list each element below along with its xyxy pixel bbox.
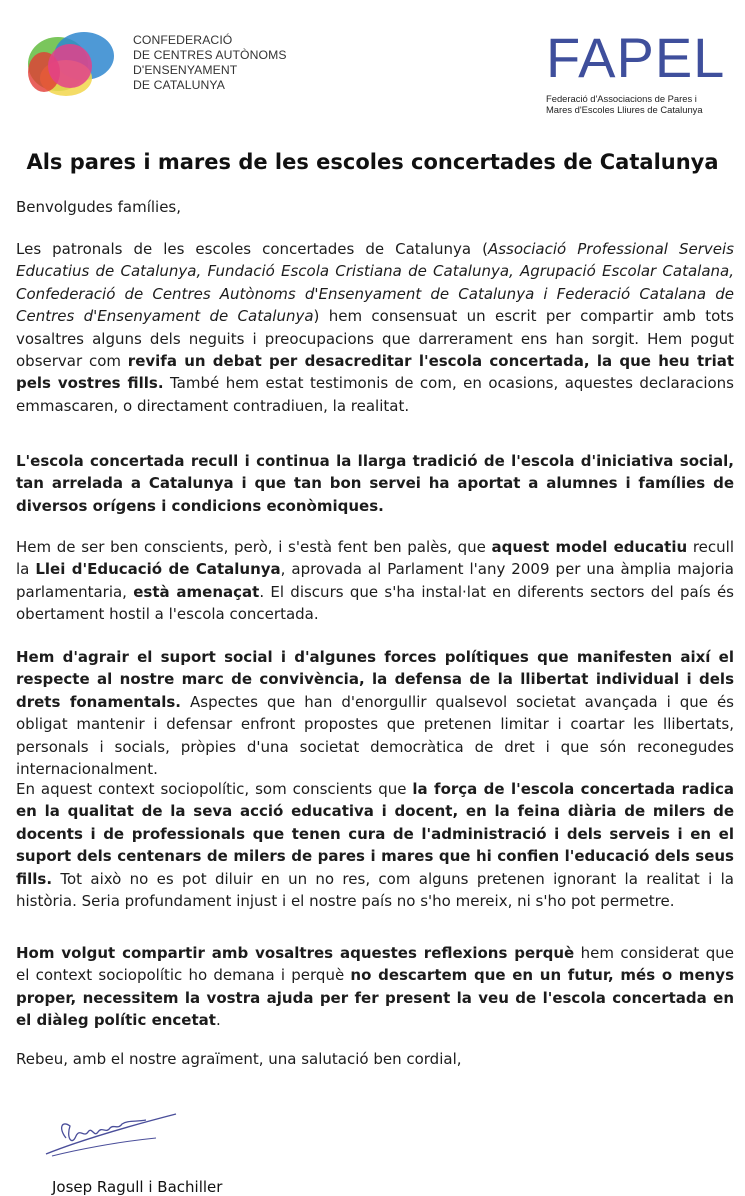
p3-text: recull la bbox=[16, 538, 734, 579]
p3-text: . El discurs que s'ha instal·lat en diferents sectors del país és obertament hostil a l'escola concertada. bbox=[16, 582, 734, 624]
letter-title: Als pares i mares de les escoles concertades de Catalunya bbox=[26, 150, 719, 174]
p6-text: . bbox=[215, 1011, 221, 1030]
ccae-organization-name bbox=[133, 33, 287, 93]
p1-text: ) hem consensuat un escrit per compartir amb tots vosaltres alguns dels neguits i preocupacions que darrerament ens han sorgit. Hem pogut observar com bbox=[16, 307, 734, 371]
paragraph-4 bbox=[16, 646, 734, 780]
fapel-subtitle bbox=[546, 94, 703, 115]
signer-name: Josep Ragull i Bachiller bbox=[52, 1178, 223, 1196]
signature-icon bbox=[36, 1098, 186, 1168]
ccae-line: DE CATALUNYA bbox=[133, 78, 225, 92]
paragraph-2: L'escola concertada recull i continua la llarga tradició de l'escola d'iniciativa social, tan arrelada a Catalunya i que tan bon servei ha aportat a alumnes i famílies de diversos orígens i condicions econòmiques. bbox=[16, 452, 734, 515]
p4-bold: Hem d'agrair el suport social i d'algunes forces polítiques que manifesten així el respecte al nostre marc de convivència, la defensa de la llibertat individual i dels drets fonamentals. bbox=[16, 648, 734, 711]
p5-text: Tot això no es pot diluir en un no res, com alguns pretenen ignorant la realitat i la història. Seria profundament injust i el nostre país no s'ho mereix, ni s'ho pot permetre. bbox=[16, 869, 734, 911]
ccae-line: CONFEDERACIÓ bbox=[133, 33, 233, 47]
paragraph-3 bbox=[16, 536, 734, 626]
paragraph-6 bbox=[16, 942, 734, 1032]
greeting: Benvolgudes famílies, bbox=[16, 198, 182, 216]
p6-text: hem considerat que el context sociopolític ho demana i perquè bbox=[16, 944, 735, 985]
ccae-line: D'ENSENYAMENT bbox=[133, 63, 238, 77]
fapel-logo: FAPEL bbox=[546, 26, 726, 89]
p1-bold: revifa un debat per desacreditar l'escola concertada, la que heu triat pels vostres fills. bbox=[16, 352, 735, 393]
ccae-logo-icon bbox=[22, 26, 130, 98]
fapel-subtitle-line: Mares d'Escoles Lliures de Catalunya bbox=[546, 103, 703, 115]
p3-text: , aprovada al Parlament l'any 2009 per una àmplia majoria parlamentaria, bbox=[16, 560, 734, 601]
p3-bold: aquest model educatiu bbox=[491, 538, 688, 556]
p1-text: També hem estat testimonis de com, en ocasions, aquestes declaracions emmascaren, o directament contradiuen, la realitat. bbox=[16, 374, 734, 415]
p3-bold: està amenaçat bbox=[133, 582, 260, 601]
p1-text: Les patronals de les escoles concertades de Catalunya ( bbox=[16, 240, 488, 258]
paragraph-5 bbox=[16, 778, 734, 912]
p3-text: Hem de ser ben conscients, però, i s'està fent ben palès, que bbox=[16, 538, 492, 556]
closing-line: Rebeu, amb el nostre agraïment, una salutació ben cordial, bbox=[16, 1050, 462, 1068]
p6-bold: no descartem que en un futur, més o menys proper, necessitem la vostra ajuda per fer present la veu de l'escola concertada en el diàleg polític encetat bbox=[16, 966, 734, 1030]
p4-text: Aspectes que han d'enorgullir qualsevol societat avançada i que és obligat mantenir i defensar enfront propostes que pretenen limitar i coartar les llibertats, personals i socials, pròpies d'una societat democràtica de dret i que són reconegudes internacionalment. bbox=[16, 692, 734, 779]
p5-bold: la força de l'escola concertada radica en la qualitat de la seva acció educativa i docent, en la feina diària de milers de docents i de professionals que tenen cura de l'administració i dels serveis i en el suport dels centenars de milers de pares i mares que hi confien l'educació dels seus fills. bbox=[16, 780, 734, 888]
paragraph-1 bbox=[16, 238, 734, 417]
p1-italic: Associació Professional Serveis Educatius de Catalunya, Fundació Escola Cristiana de Catalunya, Agrupació Escolar Catalana, Confederació de Centres Autònoms d'Ensenyament de Catalunya i Federació Catalana de Centres d'Ensenyament de Catalunya bbox=[16, 240, 734, 326]
p6-bold: Hom volgut compartir amb vosaltres aquestes reflexions perquè bbox=[16, 944, 575, 962]
p3-bold: Llei d'Educació de Catalunya bbox=[35, 560, 281, 579]
fapel-subtitle-line: Federació d'Associacions de Pares i bbox=[546, 93, 697, 104]
ccae-line: DE CENTRES AUTÒNOMS bbox=[133, 48, 287, 62]
p5-text: En aquest context sociopolític, som conscients que bbox=[16, 780, 413, 798]
